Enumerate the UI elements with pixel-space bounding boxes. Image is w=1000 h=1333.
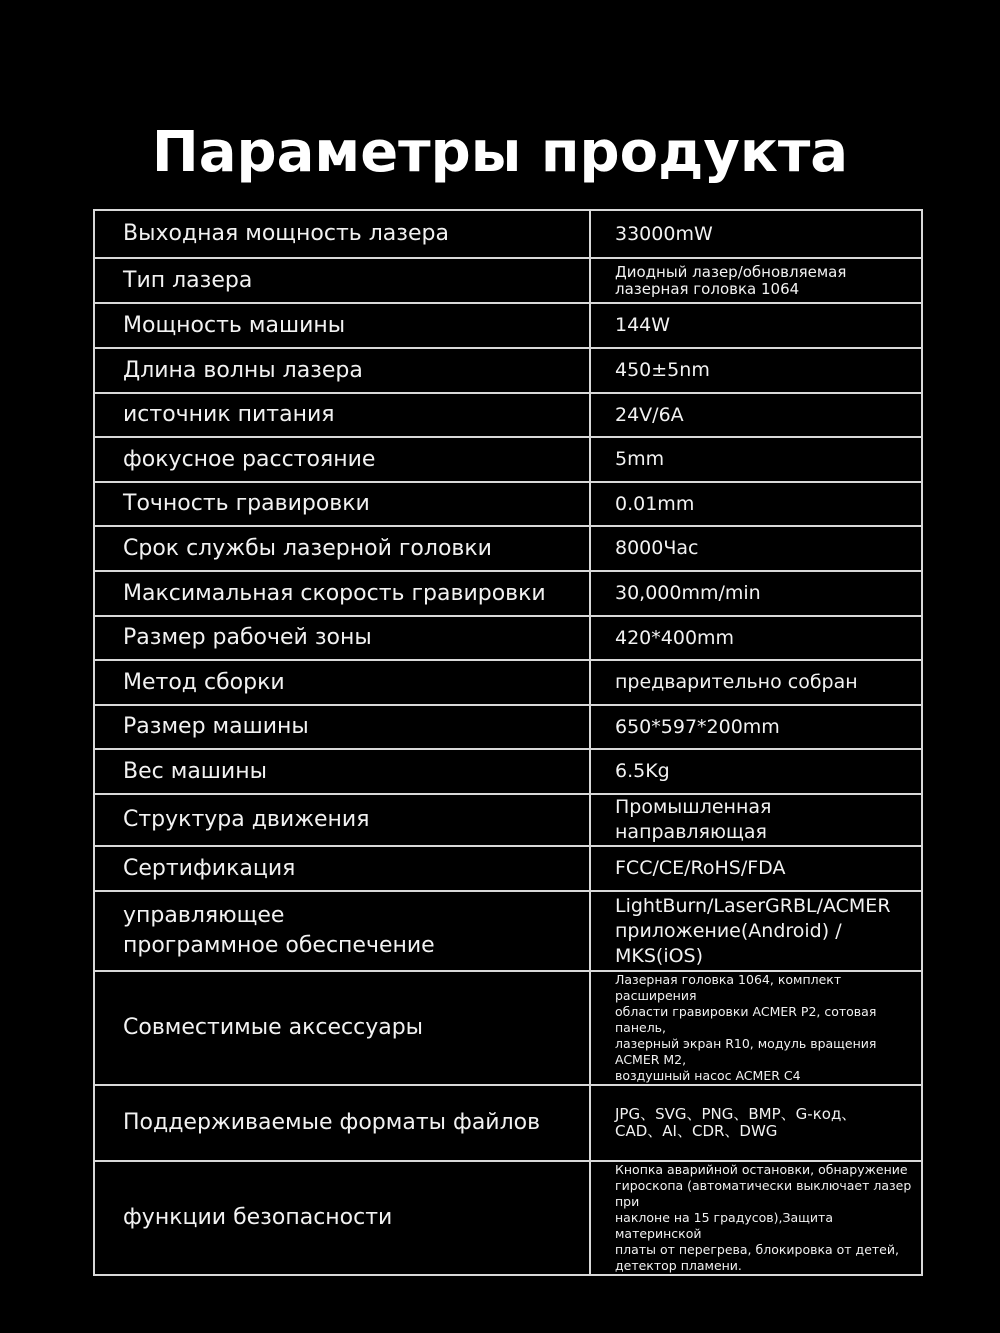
spec-value: 144W (590, 303, 922, 348)
spec-label: фокусное расстояние (94, 437, 590, 482)
spec-label: Метод сборки (94, 660, 590, 705)
table-row (94, 616, 922, 660)
spec-value: 420*400mm (590, 616, 922, 660)
spec-value: 24V/6A (590, 393, 922, 437)
table-row (94, 437, 922, 482)
spec-label: источник питания (94, 393, 590, 437)
table-row (94, 210, 922, 258)
spec-label: Точность гравировки (94, 482, 590, 526)
spec-value: 450±5nm (590, 348, 922, 393)
spec-value: 6.5Kg (590, 749, 922, 794)
spec-label: Размер машины (94, 705, 590, 749)
table-row (94, 705, 922, 749)
table-row (94, 348, 922, 393)
table-row (94, 303, 922, 348)
spec-label: Размер рабочей зоны (94, 616, 590, 660)
table-row (94, 393, 922, 437)
page-title: Параметры продукта (151, 120, 849, 185)
spec-label: функции безопасности (94, 1161, 590, 1275)
table-row (94, 571, 922, 616)
spec-value: FCC/CE/RoHS/FDA (590, 846, 922, 891)
spec-value: 5mm (590, 437, 922, 482)
spec-label: Максимальная скорость гравировки (94, 571, 590, 616)
table-row (94, 794, 922, 846)
spec-value: Промышленная направляющая (590, 794, 922, 846)
table-row (94, 258, 922, 303)
spec-label: управляющее программное обеспечение (123, 903, 435, 958)
spec-value: 0.01mm (590, 482, 922, 526)
table-row (94, 846, 922, 891)
table-row (94, 660, 922, 705)
spec-value: 650*597*200mm (590, 705, 922, 749)
table-row (94, 526, 922, 571)
spec-label: Совместимые аксессуары (94, 971, 590, 1085)
spec-label: Длина волны лазера (94, 348, 590, 393)
spec-value: JPG、SVG、PNG、BMP、G-код、 CAD、AI、CDR、DWG (615, 1105, 857, 1140)
table-row (94, 1161, 922, 1275)
spec-value: Лазерная головка 1064, комплект расширения области гравировки ACMER P2, сотовая панель, лазерный экран R10, модуль вращения ACMER M2, воздушный насос ACMER C4 (615, 972, 877, 1083)
spec-label: Срок службы лазерной головки (94, 526, 590, 571)
table-row (94, 482, 922, 526)
spec-value: Кнопка аварийной остановки, обнаружение гироскопа (автоматически выключает лазер при наклоне на 15 градусов),Защита материнской платы от перегрева, блокировка от детей, детектор пламени. (615, 1162, 912, 1273)
spec-label: Тип лазера (94, 258, 590, 303)
spec-value: LightBurn/LaserGRBL/ACMER приложение(Android) / MKS(iOS) (615, 894, 891, 967)
spec-value: Диодный лазер/обновляемая лазерная головка 1064 (615, 262, 847, 298)
spec-value: 30,000mm/min (590, 571, 922, 616)
spec-value: предварительно собран (590, 660, 922, 705)
spec-label: Выходная мощность лазера (94, 210, 590, 258)
table-row (94, 749, 922, 794)
table-row (94, 1085, 922, 1161)
table-row (94, 971, 922, 1085)
spec-label: Поддерживаемые форматы файлов (94, 1085, 590, 1161)
spec-label: Сертификация (94, 846, 590, 891)
spec-label: Вес машины (94, 749, 590, 794)
spec-label: Мощность машины (94, 303, 590, 348)
spec-table (93, 209, 923, 1276)
spec-value: 8000Час (590, 526, 922, 571)
table-row (94, 891, 922, 971)
spec-value: 33000mW (590, 210, 922, 258)
spec-label: Структура движения (94, 794, 590, 846)
